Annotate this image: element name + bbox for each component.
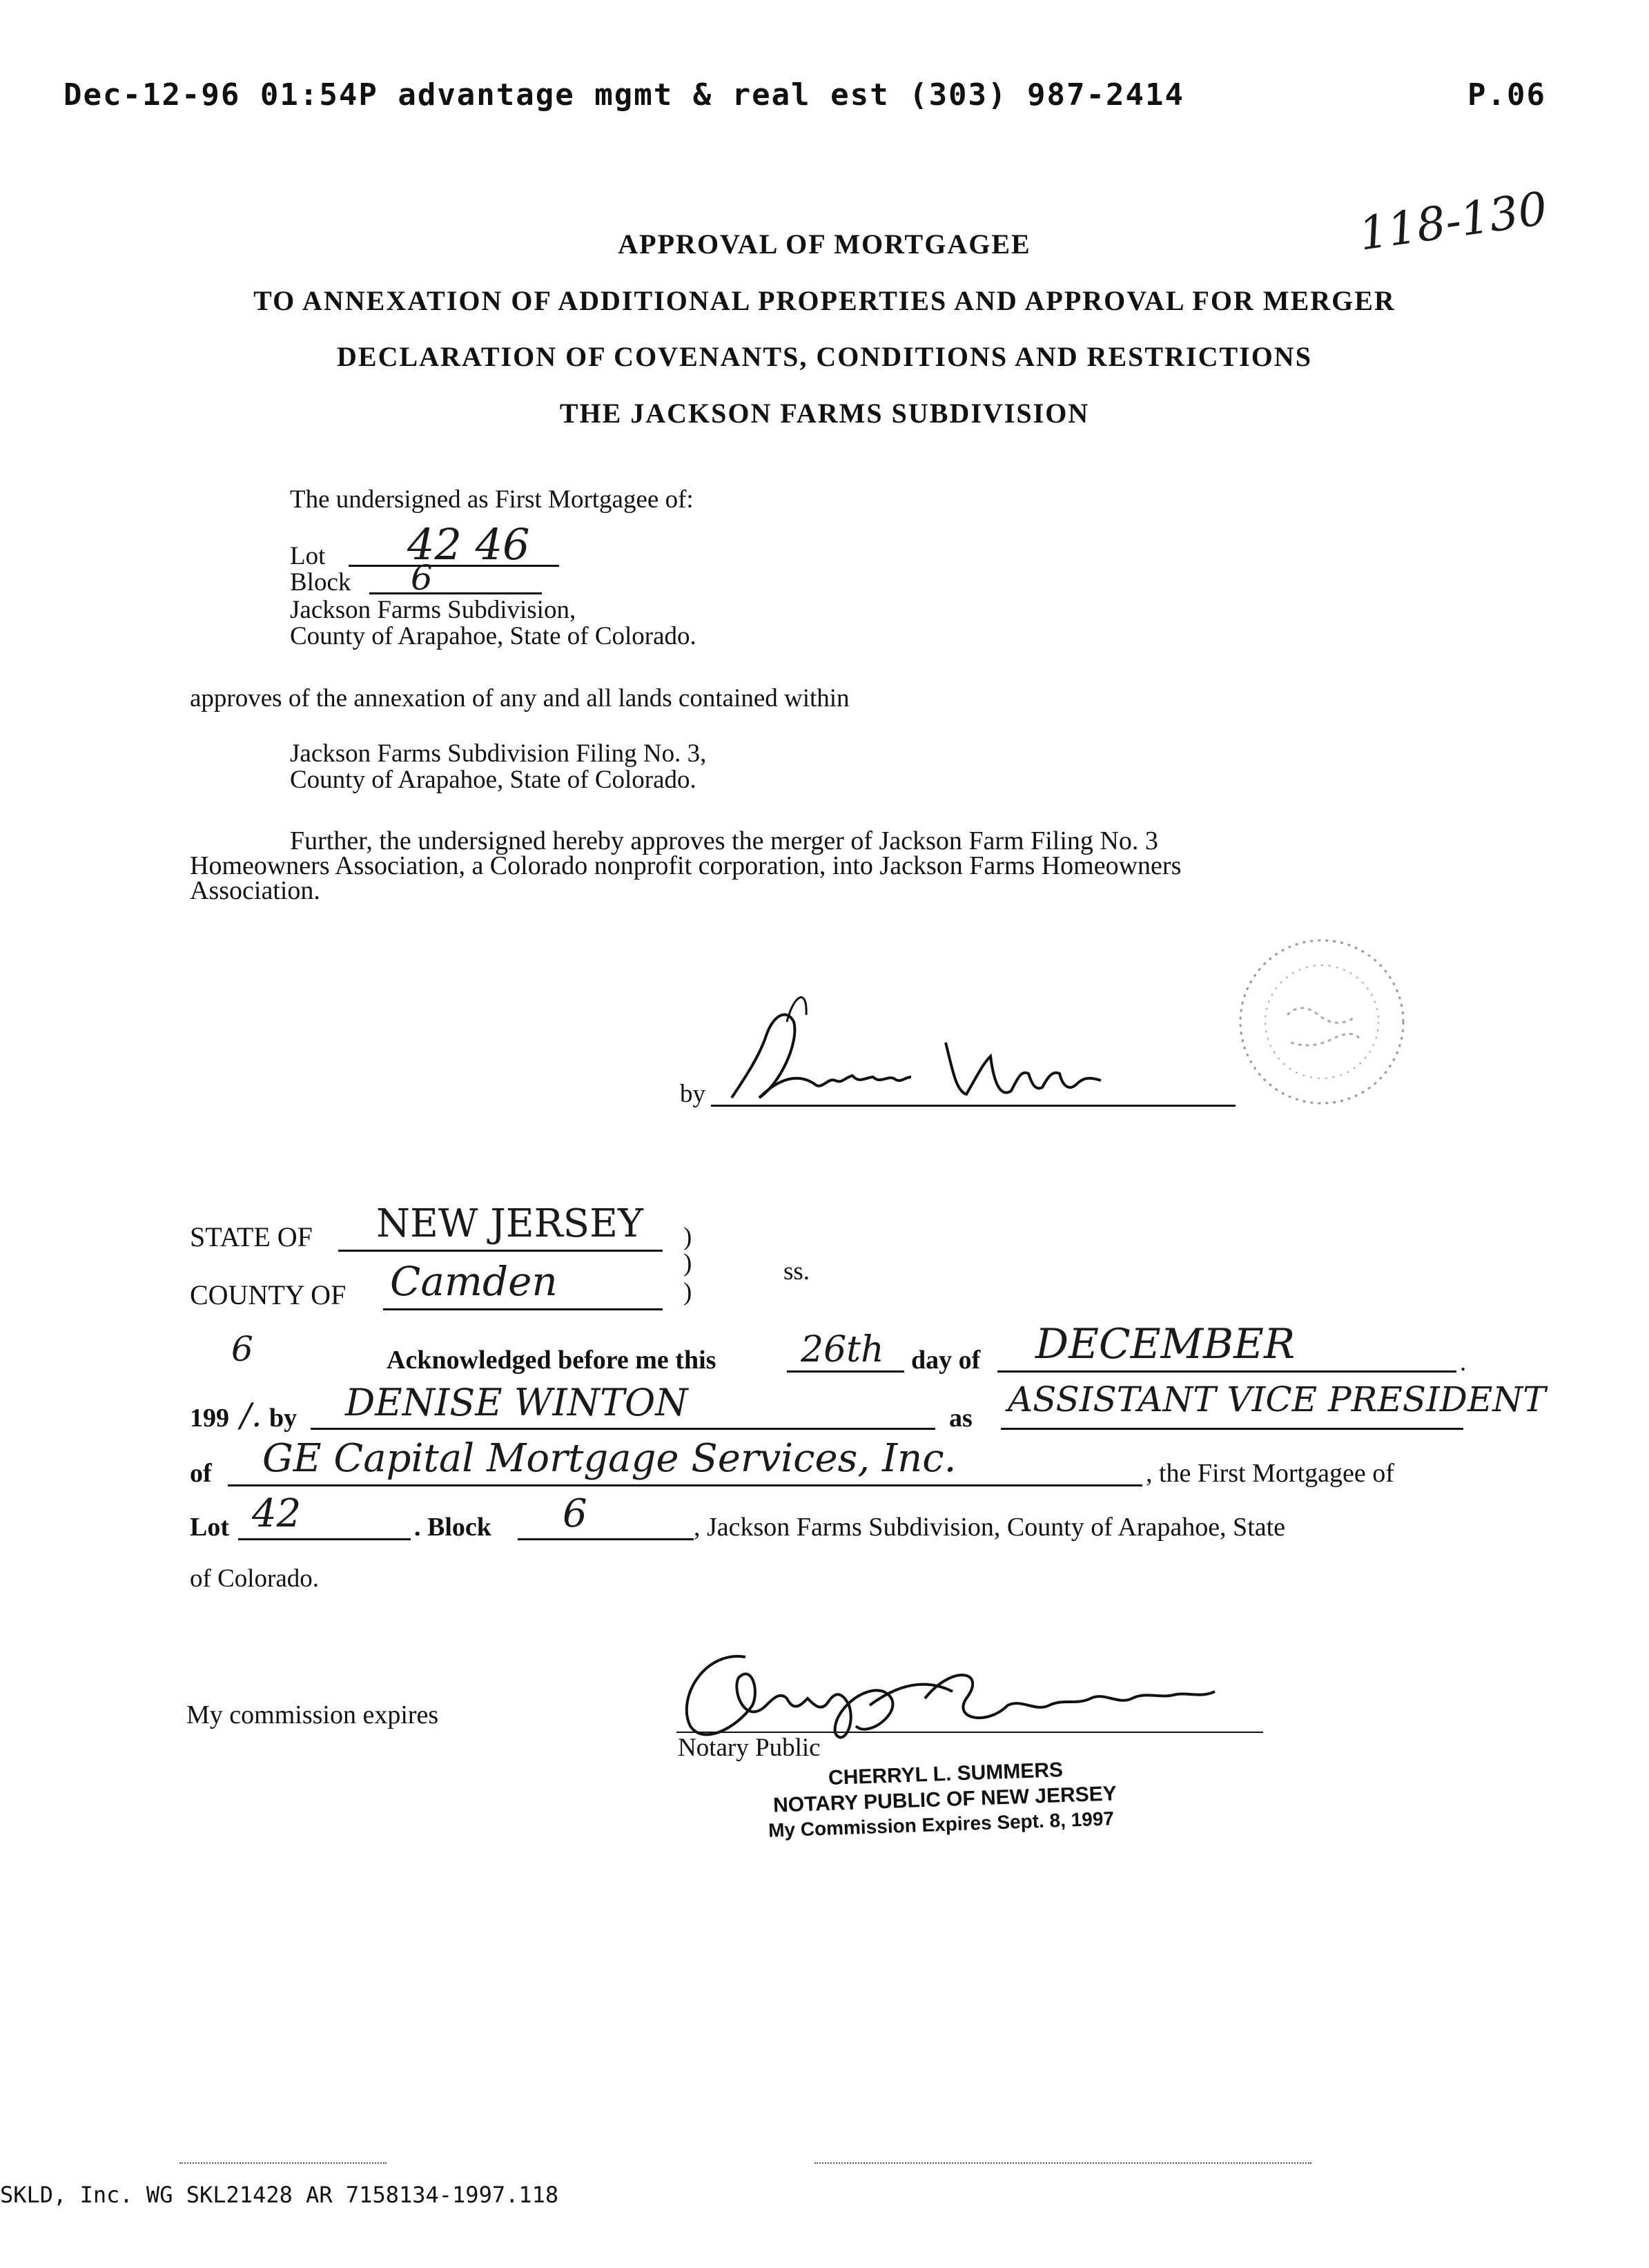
- block-label: Block: [290, 568, 351, 597]
- lot-label: Lot: [290, 542, 326, 570]
- block-handwritten: 6: [411, 558, 433, 598]
- subdivision-line: Jackson Farms Subdivision,: [290, 596, 576, 624]
- title-handwritten: ASSISTANT VICE PRESIDENT: [1008, 1379, 1546, 1419]
- year-digit: /.: [240, 1396, 262, 1435]
- paren-2: ): [683, 1249, 692, 1277]
- as-label: as: [949, 1404, 973, 1433]
- signature-denise-winton: [718, 980, 1132, 1118]
- notary-stamp-expiry: My Commission Expires Sept. 8, 1997: [768, 1807, 1115, 1841]
- name-underline: [311, 1428, 935, 1430]
- of-colorado: of Colorado.: [190, 1564, 320, 1593]
- footer-rule-left: [179, 2162, 387, 2164]
- paren-1: ): [683, 1223, 692, 1251]
- name-handwritten: DENISE WINTON: [345, 1381, 688, 1424]
- ss-label: ss.: [783, 1257, 810, 1286]
- by-2: by: [269, 1404, 297, 1433]
- footer-rule-right: [814, 2162, 1311, 2164]
- county-underline: [383, 1308, 663, 1310]
- title-underline: [1001, 1428, 1463, 1430]
- block-underline: [369, 592, 542, 594]
- title-line-2: TO ANNEXATION OF ADDITIONAL PROPERTIES AND APPROVAL FOR MERGER: [253, 285, 1396, 316]
- lot-underline-2: [238, 1538, 411, 1540]
- comma-1: .: [1460, 1348, 1467, 1377]
- state-underline: [338, 1250, 663, 1252]
- fax-page-number: P.06: [1467, 77, 1546, 113]
- year-prefix: 199: [190, 1404, 229, 1433]
- county-label: COUNTY OF: [190, 1279, 347, 1310]
- title-line-1: APPROVAL OF MORTGAGEE: [618, 229, 1031, 260]
- title-line-4: THE JACKSON FARMS SUBDIVISION: [559, 398, 1090, 429]
- company-underline: [228, 1484, 1142, 1486]
- filing-line: Jackson Farms Subdivision Filing No. 3,: [290, 739, 707, 768]
- county-line: County of Arapahoe, State of Colorado.: [290, 622, 696, 650]
- lot-handwritten-2: 42: [252, 1491, 302, 1536]
- ack-prefix: Acknowledged before me this: [387, 1346, 716, 1375]
- merger-line-1: Further, the undersigned hereby approves the merger of Jackson Farm Filing No. 3: [290, 826, 1158, 855]
- lot-label-2: Lot: [190, 1513, 229, 1542]
- ack-rest: , Jackson Farms Subdivision, County of Arapahoe, State: [694, 1513, 1286, 1542]
- notary-stamp-title: NOTARY PUBLIC OF NEW JERSEY: [772, 1782, 1118, 1817]
- paren-3: ): [683, 1278, 692, 1306]
- block-handwritten-2: 6: [563, 1491, 587, 1536]
- merger-line-2: Homeowners Association, a Colorado nonprofit corporation, into Jackson Farms Homeowners: [190, 851, 1182, 880]
- state-handwritten: NEW JERSEY: [376, 1201, 643, 1246]
- approves-line: approves of the annexation of any and all lands contained within: [190, 684, 850, 713]
- county-handwritten: Camden: [390, 1258, 558, 1305]
- corporate-seal-icon: [1222, 884, 1422, 1160]
- title-line-3: DECLARATION OF COVENANTS, CONDITIONS AND RESTRICTIONS: [337, 341, 1312, 372]
- of-label: of: [190, 1459, 212, 1488]
- block-underline-2: [518, 1538, 694, 1540]
- year-correction: 6: [231, 1329, 253, 1369]
- notary-public-label: Notary Public: [678, 1734, 821, 1762]
- month-handwritten: DECEMBER: [1035, 1320, 1296, 1368]
- lot-handwritten: 42 46: [407, 519, 530, 570]
- day-of: day of: [911, 1346, 981, 1375]
- day-handwritten: 26th: [801, 1329, 884, 1370]
- notary-stamp-name: CHERRYL L. SUMMERS: [828, 1758, 1064, 1790]
- company-handwritten: GE Capital Mortgage Services, Inc.: [262, 1436, 957, 1481]
- state-label: STATE OF: [190, 1221, 313, 1252]
- by-label: by: [680, 1080, 705, 1108]
- filing-county-line: County of Arapahoe, State of Colorado.: [290, 766, 696, 794]
- fax-header-left: Dec-12-96 01:54P advantage mgmt & real est (303) 987-2414: [64, 77, 1184, 113]
- merger-line-3: Association.: [190, 876, 320, 905]
- day-underline: [787, 1370, 904, 1373]
- intro-text: The undersigned as First Mortgagee of:: [290, 485, 694, 514]
- margin-note: 118-130: [1355, 182, 1551, 261]
- block-label-2: . Block: [414, 1513, 491, 1542]
- first-mortgagee-of: , the First Mortgagee of: [1146, 1459, 1394, 1488]
- commission-expires: My commission expires: [186, 1700, 439, 1729]
- footer-id: SKLD, Inc. WG SKL21428 AR 7158134-1997.118: [0, 2182, 559, 2208]
- month-underline: [997, 1370, 1456, 1373]
